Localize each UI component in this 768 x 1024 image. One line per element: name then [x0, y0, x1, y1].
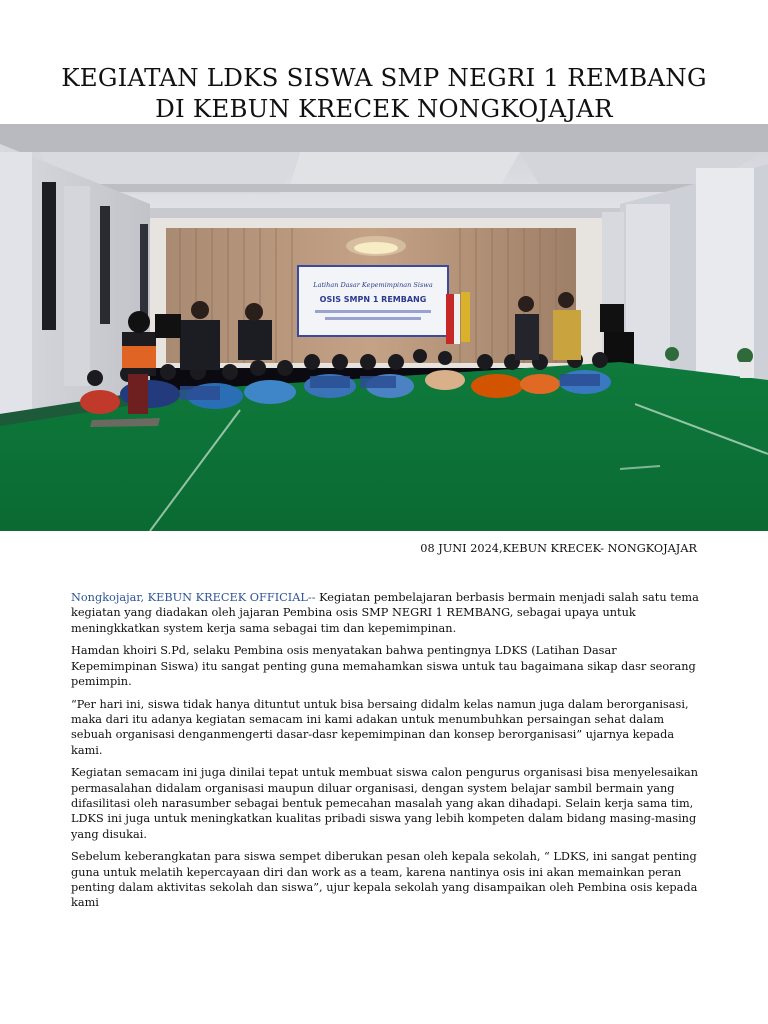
article-title [0, 62, 768, 124]
title-line-1: KEGIATAN LDKS SISWA SMP NEGRI 1 REMBANG [61, 63, 707, 92]
article-body [71, 590, 701, 918]
title-line-2: DI KEBUN KRECEK NONGKOJAJAR [155, 94, 613, 123]
dateline: 08 JUNI 2024,KEBUN KRECEK- NONGKOJAJAR [420, 542, 697, 555]
lead-source: Nongkojajar, KEBUN KRECEK OFFICIAL-- [71, 591, 316, 604]
banner-line-1: Latihan Dasar Kepemimpinan Siswa [313, 281, 433, 289]
event-photo-illustration [0, 124, 768, 531]
paragraph-4: Kegiatan semacam ini juga dinilai tepat untuk membuat siswa calon pengurus organisasi bisa menyelesaikan permasalahan didalam organisasi maupun diluar organisasi, dengan system belajar sambil bermain yang difasilitasi oleh narasumber sebagai bentuk pemecahan masalah yang akan dihadapi. Selain kerja sama tim, LDKS ini juga untuk meningkatkan kualitas pribadi siswa yang lebih kompeten dalam bidang masing-masing yang disukai. [71, 766, 699, 841]
paragraph-2: Hamdan khoiri S.Pd, selaku Pembina osis menyatakan bahwa pentingnya LDKS (Latihan Dasar Kepemimpinan Siswa) itu sangat penting guna memahamkan siswa untuk tau bagaimana sikap dasr seorang pemimpin. [71, 644, 696, 688]
paragraph-3: “Per hari ini, siswa tidak hanya dituntut untuk bisa bersaing didalm kelas namun juga dalam berorganisasi, maka dari itu adanya kegiatan semacam ini kami adakan untuk menumbuhkan persaingan sehat dalam sebuah organisasi denganmengerti dasar-dasr kepemimpinan dan konsep berorganisasi” ujarnya kepada kami. [71, 697, 689, 757]
lead-text: Kegiatan pembelajaran berbasis bermain menjadi salah satu tema kegiatan yang diadakan oleh jajaran Pembina osis SMP NEGRI 1 REMBANG, sebagai upaya untuk meningkkatkan system kerja sama sebagai tim dan kepemimpinan. [71, 591, 699, 635]
paragraph-5: Sebelum keberangkatan para siswa sempet diberukan pesan oleh kepala sekolah, “ LDKS, ini sangat penting guna untuk melatih kepercayaan diri dan work as a team, karena nantinya osis ini akan memainkan peran penting dalam aktivitas sekolah dan siswa”, ujur kepala sekolah yang disampaikan oleh Pembina osis kepada kami [71, 850, 698, 910]
event-photo [0, 124, 768, 531]
banner-line-2: OSIS SMPN 1 REMBANG [319, 295, 427, 304]
paragraph-1 [71, 590, 701, 636]
